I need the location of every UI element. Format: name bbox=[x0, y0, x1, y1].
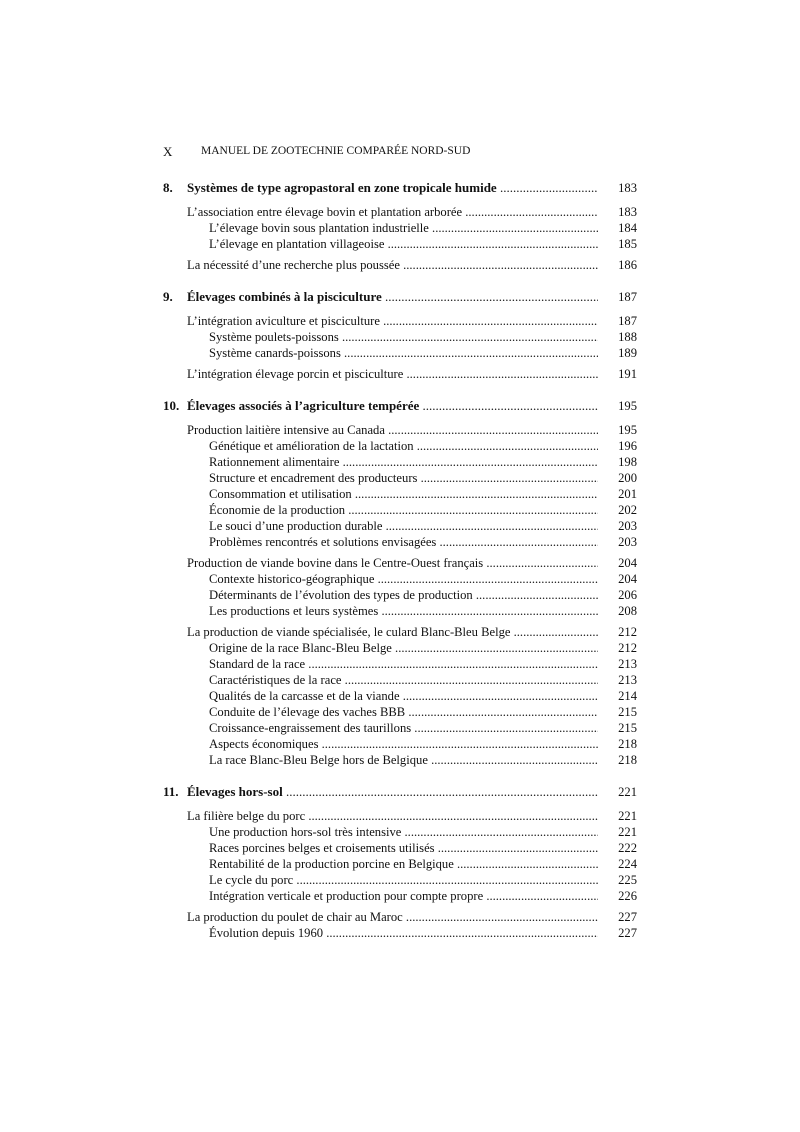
toc-entry bbox=[163, 329, 637, 345]
entry-page: 198 bbox=[618, 455, 637, 469]
entry-title: Génétique et amélioration de la lactation ..... bbox=[209, 438, 598, 454]
entry-title: Évolution depuis 1960 ..... bbox=[209, 925, 598, 941]
toc-entry bbox=[163, 518, 637, 534]
toc-entry bbox=[163, 872, 637, 888]
entry-page: 185 bbox=[618, 237, 637, 251]
toc-entry bbox=[163, 808, 637, 824]
entry-title: Les productions et leurs systèmes ..... bbox=[209, 603, 598, 619]
toc-chapter bbox=[163, 180, 637, 196]
entry-title: Caractéristiques de la race ..... bbox=[209, 672, 598, 688]
toc-entry bbox=[163, 345, 637, 361]
toc-entry bbox=[163, 257, 637, 273]
toc-entry bbox=[163, 624, 637, 640]
entry-title: Systèmes de type agropastoral en zone tropicale humide ..... bbox=[187, 180, 598, 196]
toc-entry bbox=[163, 925, 637, 941]
toc-entry bbox=[163, 204, 637, 220]
toc-entry bbox=[163, 840, 637, 856]
entry-title: Élevages hors-sol ..... bbox=[187, 784, 598, 800]
toc-entry bbox=[163, 603, 637, 619]
entry-page: 204 bbox=[618, 556, 637, 570]
entry-page: 188 bbox=[618, 330, 637, 344]
table-of-contents bbox=[163, 180, 637, 941]
entry-title: L’élevage bovin sous plantation industrielle ..... bbox=[209, 220, 598, 236]
entry-title: Conduite de l’élevage des vaches BBB ..... bbox=[209, 704, 598, 720]
page-number: X bbox=[163, 144, 173, 159]
toc-entry bbox=[163, 672, 637, 688]
entry-title: Races porcines belges et croisements utilisés ..... bbox=[209, 840, 598, 856]
entry-page: 187 bbox=[618, 314, 637, 328]
entry-title: Une production hors-sol très intensive ..... bbox=[209, 824, 598, 840]
toc-entry bbox=[163, 640, 637, 656]
entry-page: 202 bbox=[618, 503, 637, 517]
entry-page: 195 bbox=[618, 399, 637, 413]
entry-page: 221 bbox=[618, 809, 637, 823]
entry-title: La production de viande spécialisée, le culard Blanc-Bleu Belge ..... bbox=[187, 624, 598, 640]
entry-page: 214 bbox=[618, 689, 637, 703]
entry-title: La race Blanc-Bleu Belge hors de Belgique ..... bbox=[209, 752, 598, 768]
toc-entry bbox=[163, 856, 637, 872]
entry-title: Élevages associés à l’agriculture tempérée ..... bbox=[187, 398, 598, 414]
toc-entry bbox=[163, 534, 637, 550]
entry-title: Production laitière intensive au Canada ..... bbox=[187, 422, 598, 438]
entry-page: 200 bbox=[618, 471, 637, 485]
entry-page: 186 bbox=[618, 258, 637, 272]
entry-title: Aspects économiques ..... bbox=[209, 736, 598, 752]
entry-title: L’intégration élevage porcin et pisciculture ..... bbox=[187, 366, 598, 382]
toc-entry bbox=[163, 502, 637, 518]
entry-page: 191 bbox=[618, 367, 637, 381]
toc-chapter bbox=[163, 398, 637, 414]
toc-entry bbox=[163, 366, 637, 382]
entry-page: 227 bbox=[618, 926, 637, 940]
toc-entry bbox=[163, 720, 637, 736]
entry-title: Qualités de la carcasse et de la viande ..... bbox=[209, 688, 598, 704]
entry-title: L’intégration aviculture et pisciculture ..... bbox=[187, 313, 598, 329]
entry-page: 204 bbox=[618, 572, 637, 586]
entry-page: 221 bbox=[618, 825, 637, 839]
toc-entry bbox=[163, 909, 637, 925]
entry-page: 201 bbox=[618, 487, 637, 501]
toc-entry bbox=[163, 486, 637, 502]
toc-entry bbox=[163, 438, 637, 454]
entry-title: L’association entre élevage bovin et plantation arborée ..... bbox=[187, 204, 598, 220]
entry-title: Intégration verticale et production pour compte propre ..... bbox=[209, 888, 598, 904]
entry-page: 203 bbox=[618, 535, 637, 549]
entry-page: 227 bbox=[618, 910, 637, 924]
running-title: MANUEL DE ZOOTECHNIE COMPARÉE NORD-SUD bbox=[201, 145, 471, 157]
chapter-number: 10. bbox=[163, 398, 180, 413]
entry-title: La production du poulet de chair au Maroc ..... bbox=[187, 909, 598, 925]
entry-page: 183 bbox=[618, 205, 637, 219]
entry-title: Système canards-poissons ..... bbox=[209, 345, 598, 361]
entry-page: 184 bbox=[618, 221, 637, 235]
entry-page: 212 bbox=[618, 641, 637, 655]
entry-title: Structure et encadrement des producteurs ..... bbox=[209, 470, 598, 486]
toc-chapter bbox=[163, 289, 637, 305]
entry-page: 226 bbox=[618, 889, 637, 903]
entry-page: 203 bbox=[618, 519, 637, 533]
entry-page: 218 bbox=[618, 753, 637, 767]
toc-entry bbox=[163, 704, 637, 720]
entry-title: Consommation et utilisation ..... bbox=[209, 486, 598, 502]
entry-title: Système poulets-poissons ..... bbox=[209, 329, 598, 345]
entry-title: La filière belge du porc ..... bbox=[187, 808, 598, 824]
entry-title: Croissance-engraissement des taurillons ..... bbox=[209, 720, 598, 736]
entry-title: Origine de la race Blanc-Bleu Belge ..... bbox=[209, 640, 598, 656]
entry-page: 221 bbox=[618, 785, 637, 799]
toc-entry bbox=[163, 470, 637, 486]
toc-entry bbox=[163, 656, 637, 672]
toc-entry bbox=[163, 824, 637, 840]
running-header bbox=[163, 144, 471, 160]
entry-page: 215 bbox=[618, 721, 637, 735]
toc-entry bbox=[163, 236, 637, 252]
chapter-number: 8. bbox=[163, 180, 173, 195]
toc-entry bbox=[163, 220, 637, 236]
toc-chapter bbox=[163, 784, 637, 800]
toc-entry bbox=[163, 571, 637, 587]
toc-entry bbox=[163, 313, 637, 329]
entry-page: 213 bbox=[618, 657, 637, 671]
entry-title: Le souci d’une production durable ..... bbox=[209, 518, 598, 534]
entry-title: La nécessité d’une recherche plus poussée ..... bbox=[187, 257, 598, 273]
entry-page: 222 bbox=[618, 841, 637, 855]
chapter-number: 9. bbox=[163, 289, 173, 304]
entry-title: Contexte historico-géographique ..... bbox=[209, 571, 598, 587]
entry-page: 212 bbox=[618, 625, 637, 639]
chapter-number: 11. bbox=[163, 784, 179, 799]
entry-page: 195 bbox=[618, 423, 637, 437]
entry-page: 224 bbox=[618, 857, 637, 871]
entry-page: 189 bbox=[618, 346, 637, 360]
toc-entry bbox=[163, 688, 637, 704]
entry-title: Problèmes rencontrés et solutions envisagées ..... bbox=[209, 534, 598, 550]
toc-entry bbox=[163, 736, 637, 752]
entry-title: Économie de la production ..... bbox=[209, 502, 598, 518]
entry-page: 225 bbox=[618, 873, 637, 887]
entry-page: 183 bbox=[618, 181, 637, 195]
toc-entry bbox=[163, 422, 637, 438]
entry-page: 187 bbox=[618, 290, 637, 304]
entry-title: Déterminants de l’évolution des types de production ..... bbox=[209, 587, 598, 603]
toc-entry bbox=[163, 752, 637, 768]
entry-page: 218 bbox=[618, 737, 637, 751]
entry-title: L’élevage en plantation villageoise ..... bbox=[209, 236, 598, 252]
entry-page: 208 bbox=[618, 604, 637, 618]
toc-entry bbox=[163, 587, 637, 603]
entry-title: Rentabilité de la production porcine en Belgique ..... bbox=[209, 856, 598, 872]
entry-page: 206 bbox=[618, 588, 637, 602]
entry-page: 215 bbox=[618, 705, 637, 719]
entry-title: Élevages combinés à la pisciculture ..... bbox=[187, 289, 598, 305]
toc-entry bbox=[163, 454, 637, 470]
toc-entry bbox=[163, 888, 637, 904]
entry-title: Standard de la race ..... bbox=[209, 656, 598, 672]
entry-page: 196 bbox=[618, 439, 637, 453]
entry-title: Le cycle du porc ..... bbox=[209, 872, 598, 888]
entry-page: 213 bbox=[618, 673, 637, 687]
entry-title: Rationnement alimentaire ..... bbox=[209, 454, 598, 470]
toc-entry bbox=[163, 555, 637, 571]
entry-title: Production de viande bovine dans le Centre-Ouest français ..... bbox=[187, 555, 598, 571]
